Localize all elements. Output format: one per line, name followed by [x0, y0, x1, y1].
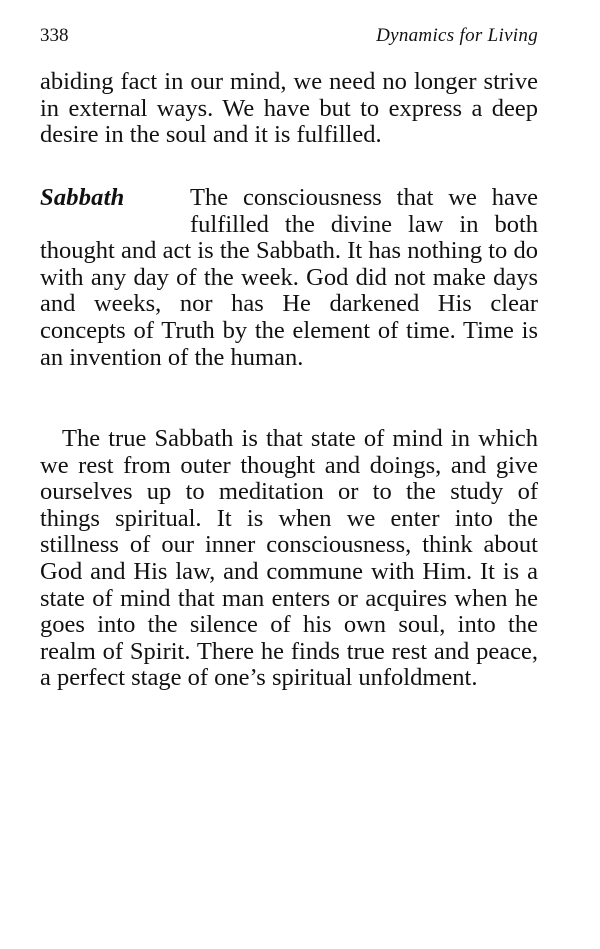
sabbath-paragraph-text: The consciousness that we have fulfilled the divine law in both thought and act is the Sabbath. It has nothing to do with any day of the week. God did not make days and weeks, nor has He darkened His clear concepts of Truth by the element of time. Time is an invention of the human.: [40, 184, 538, 371]
book-title: Dynamics for Living: [376, 25, 538, 46]
page-number: 338: [40, 25, 69, 46]
sabbath-section-second-paragraph: The true Sabbath is that state of mind in which we rest from outer thought and doings, and give ourselves up to meditation or to the study of things spiritual. It is when we enter into the stillness of our inner consciousness, think about God and His law, and commune with Him. It is a state of mind that man enters or acquires when he goes into the silence of his own soul, into the realm of Spirit. There he finds true rest and peace, a perfect stage of one’s spiritual unfoldment.: [40, 425, 538, 692]
paragraph-continuation: abiding fact in our mind, we need no longer strive in external ways. We have but to express a deep desire in the soul and it is fulfilled.: [40, 68, 538, 149]
sabbath-section-first-paragraph: [40, 185, 538, 371]
section-heading-sabbath: Sabbath: [40, 184, 125, 211]
running-header: [40, 22, 538, 50]
